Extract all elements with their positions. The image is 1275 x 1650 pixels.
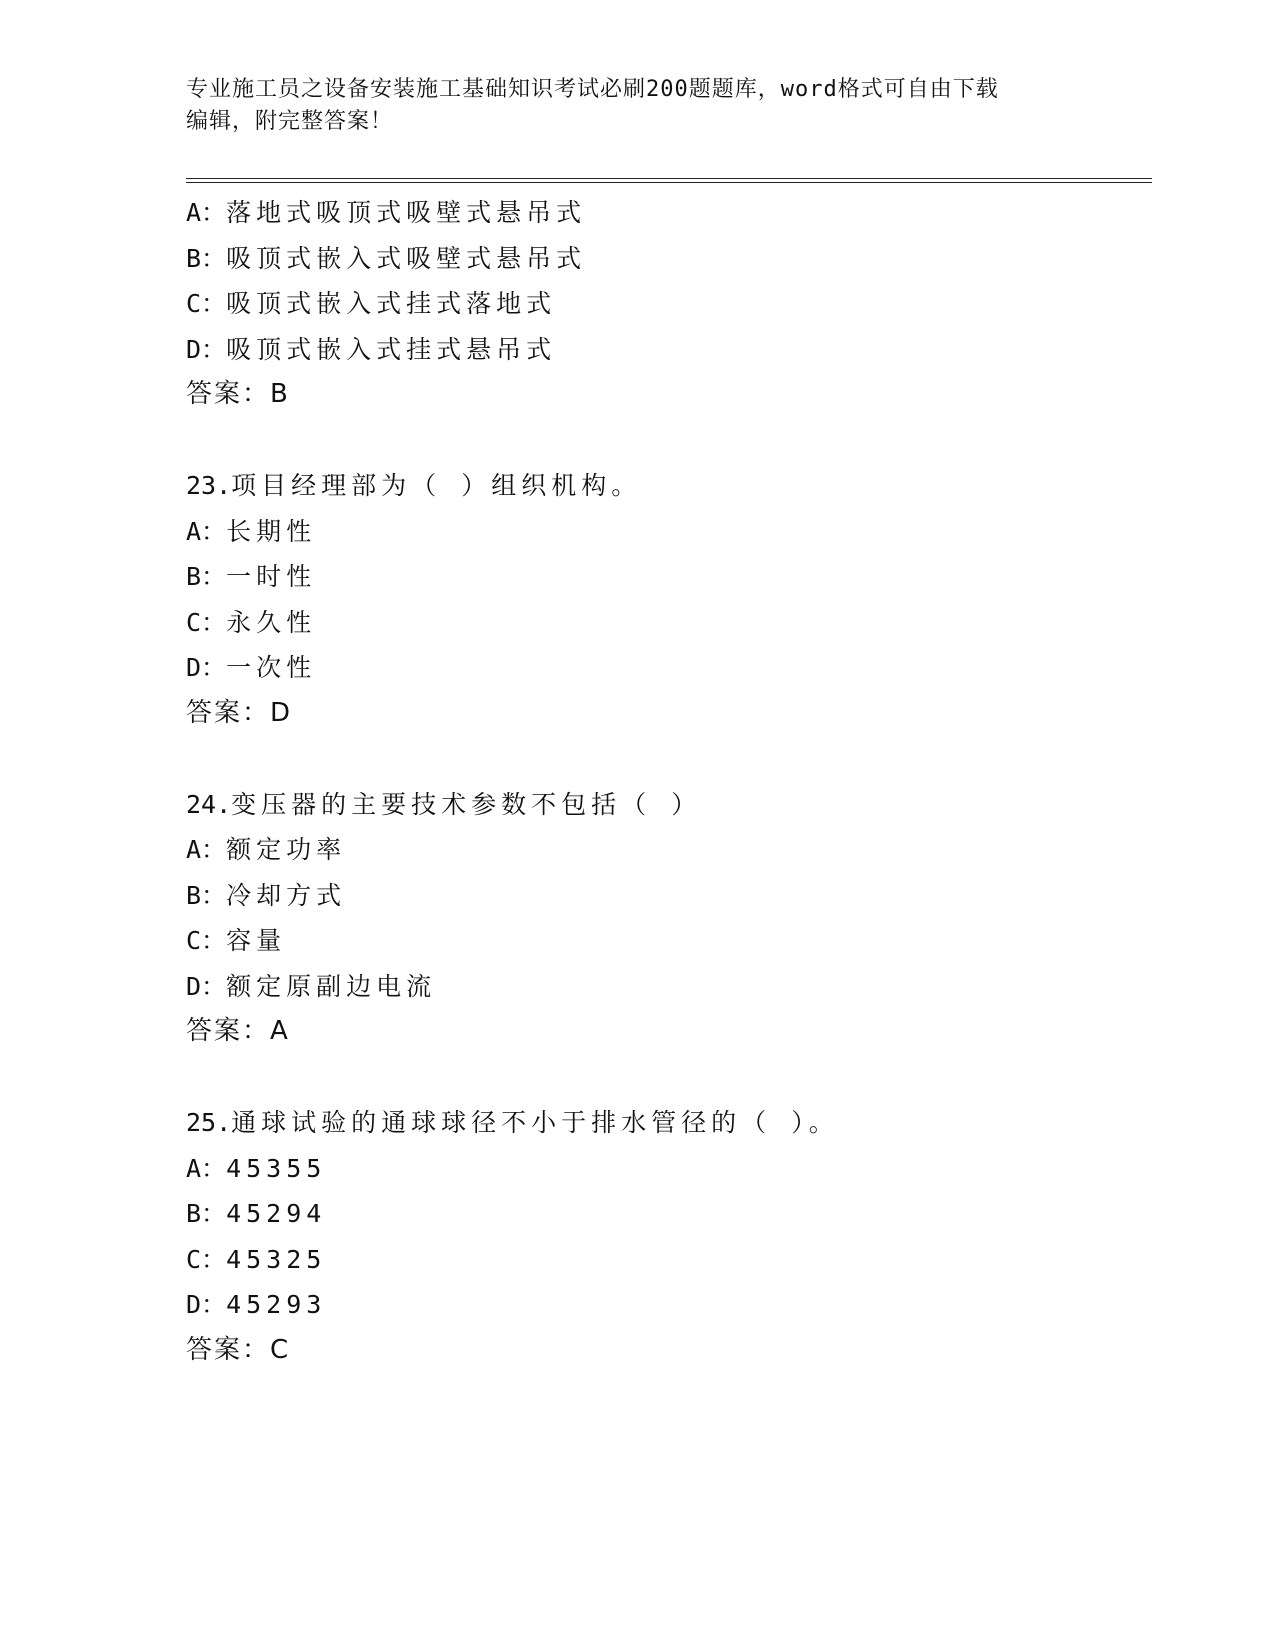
option-c: C：吸顶式嵌入式挂式落地式 — [186, 289, 557, 318]
question-list — [186, 190, 1146, 1373]
option-d: D：吸顶式嵌入式挂式悬吊式 — [186, 334, 557, 364]
option-a: A：长期性 — [186, 516, 317, 546]
option-b: B：一时性 — [186, 562, 317, 591]
question-spacer — [186, 418, 1146, 464]
option-d: D：额定原副边电流 — [186, 971, 437, 1001]
question-stem: 25.通球试验的通球球径不小于排水管径的（ ）。 — [186, 1108, 839, 1137]
header-divider-top — [186, 178, 1152, 179]
question-23 — [186, 463, 1146, 736]
answer-line: 答案：A — [186, 1016, 290, 1046]
header-divider-bottom — [186, 182, 1152, 183]
document-header — [186, 74, 1066, 138]
header-line-2: 编辑，附完整答案！ — [186, 109, 394, 134]
question-24 — [186, 782, 1146, 1055]
option-a: A：45355 — [186, 1153, 327, 1183]
option-a: A：落地式吸顶式吸壁式悬吊式 — [186, 198, 587, 227]
header-line-1: 专业施工员之设备安装施工基础知识考试必刷200题题库，word格式可自由下载 — [186, 77, 999, 102]
option-c: C：45325 — [186, 1244, 327, 1274]
question-25 — [186, 1100, 1146, 1373]
option-b: B：45294 — [186, 1199, 327, 1228]
answer-line: 答案：D — [186, 697, 293, 728]
option-d: D：45293 — [186, 1290, 327, 1319]
question-spacer — [186, 1055, 1146, 1101]
option-c: C：永久性 — [186, 607, 317, 637]
answer-line: 答案：B — [186, 379, 290, 409]
option-c: C：容量 — [186, 926, 287, 955]
option-a: A：额定功率 — [186, 835, 347, 864]
option-d: D：一次性 — [186, 653, 317, 682]
question-22 — [186, 190, 1146, 418]
question-stem: 23.项目经理部为（ ）组织机构。 — [186, 471, 642, 500]
answer-line: 答案：C — [186, 1334, 291, 1365]
option-b: B：吸顶式嵌入式吸壁式悬吊式 — [186, 243, 587, 273]
option-b: B：冷却方式 — [186, 880, 347, 910]
question-stem: 24.变压器的主要技术参数不包括（ ） — [186, 789, 702, 819]
question-spacer — [186, 736, 1146, 782]
